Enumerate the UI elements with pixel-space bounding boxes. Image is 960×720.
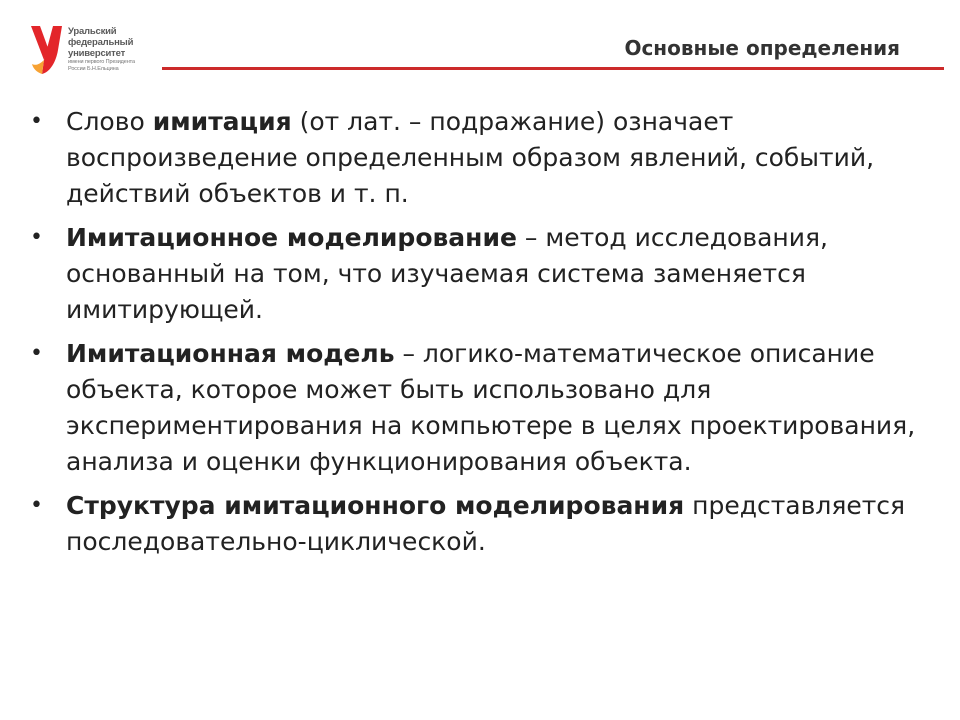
bullet-text: – метод исследования, основанный на том, что изучаемая система заменяется имитирующей. [66, 223, 828, 324]
logo-small-2: России Б.Н.Ельцина [68, 66, 119, 72]
bullet-item [28, 220, 928, 328]
bullet-term: Имитационная модель [66, 339, 395, 368]
logo-text [68, 26, 168, 73]
bullet-text: (от лат. – подражание) означает воспроизведение определенным образом явлений, событий, действий объектов и т. п. [66, 107, 875, 208]
slide-title: Основные определения [624, 36, 900, 60]
bullet-dot-icon: • [30, 225, 43, 250]
logo-line-1: Уральский [68, 26, 117, 37]
logo-line-3: университет [68, 48, 126, 59]
bullet-dot-icon: • [30, 493, 43, 518]
logo-small-1: имени первого Президента [68, 59, 136, 65]
bullet-term: имитация [152, 107, 292, 136]
definitions-list [28, 104, 928, 568]
bullet-item [28, 104, 928, 212]
university-logo [28, 22, 158, 78]
urfu-logo-icon [28, 22, 66, 76]
bullet-item [28, 488, 928, 560]
bullet-term: Структура имитационного моделирования [66, 491, 685, 520]
title-divider [162, 67, 944, 70]
bullet-dot-icon: • [30, 109, 43, 134]
bullet-item [28, 336, 928, 480]
bullet-text: – логико-математическое описание объекта, которое может быть использовано для экспериментирования на компьютере в целях проектирования, анализа и оценки функционирования объекта. [66, 339, 916, 476]
bullet-term: Имитационное моделирование [66, 223, 517, 252]
bullet-dot-icon: • [30, 341, 43, 366]
bullet-prefix: Слово [66, 107, 153, 136]
bullet-text: представляется последовательно-циклической. [66, 491, 906, 556]
logo-line-2: федеральный [68, 37, 134, 48]
